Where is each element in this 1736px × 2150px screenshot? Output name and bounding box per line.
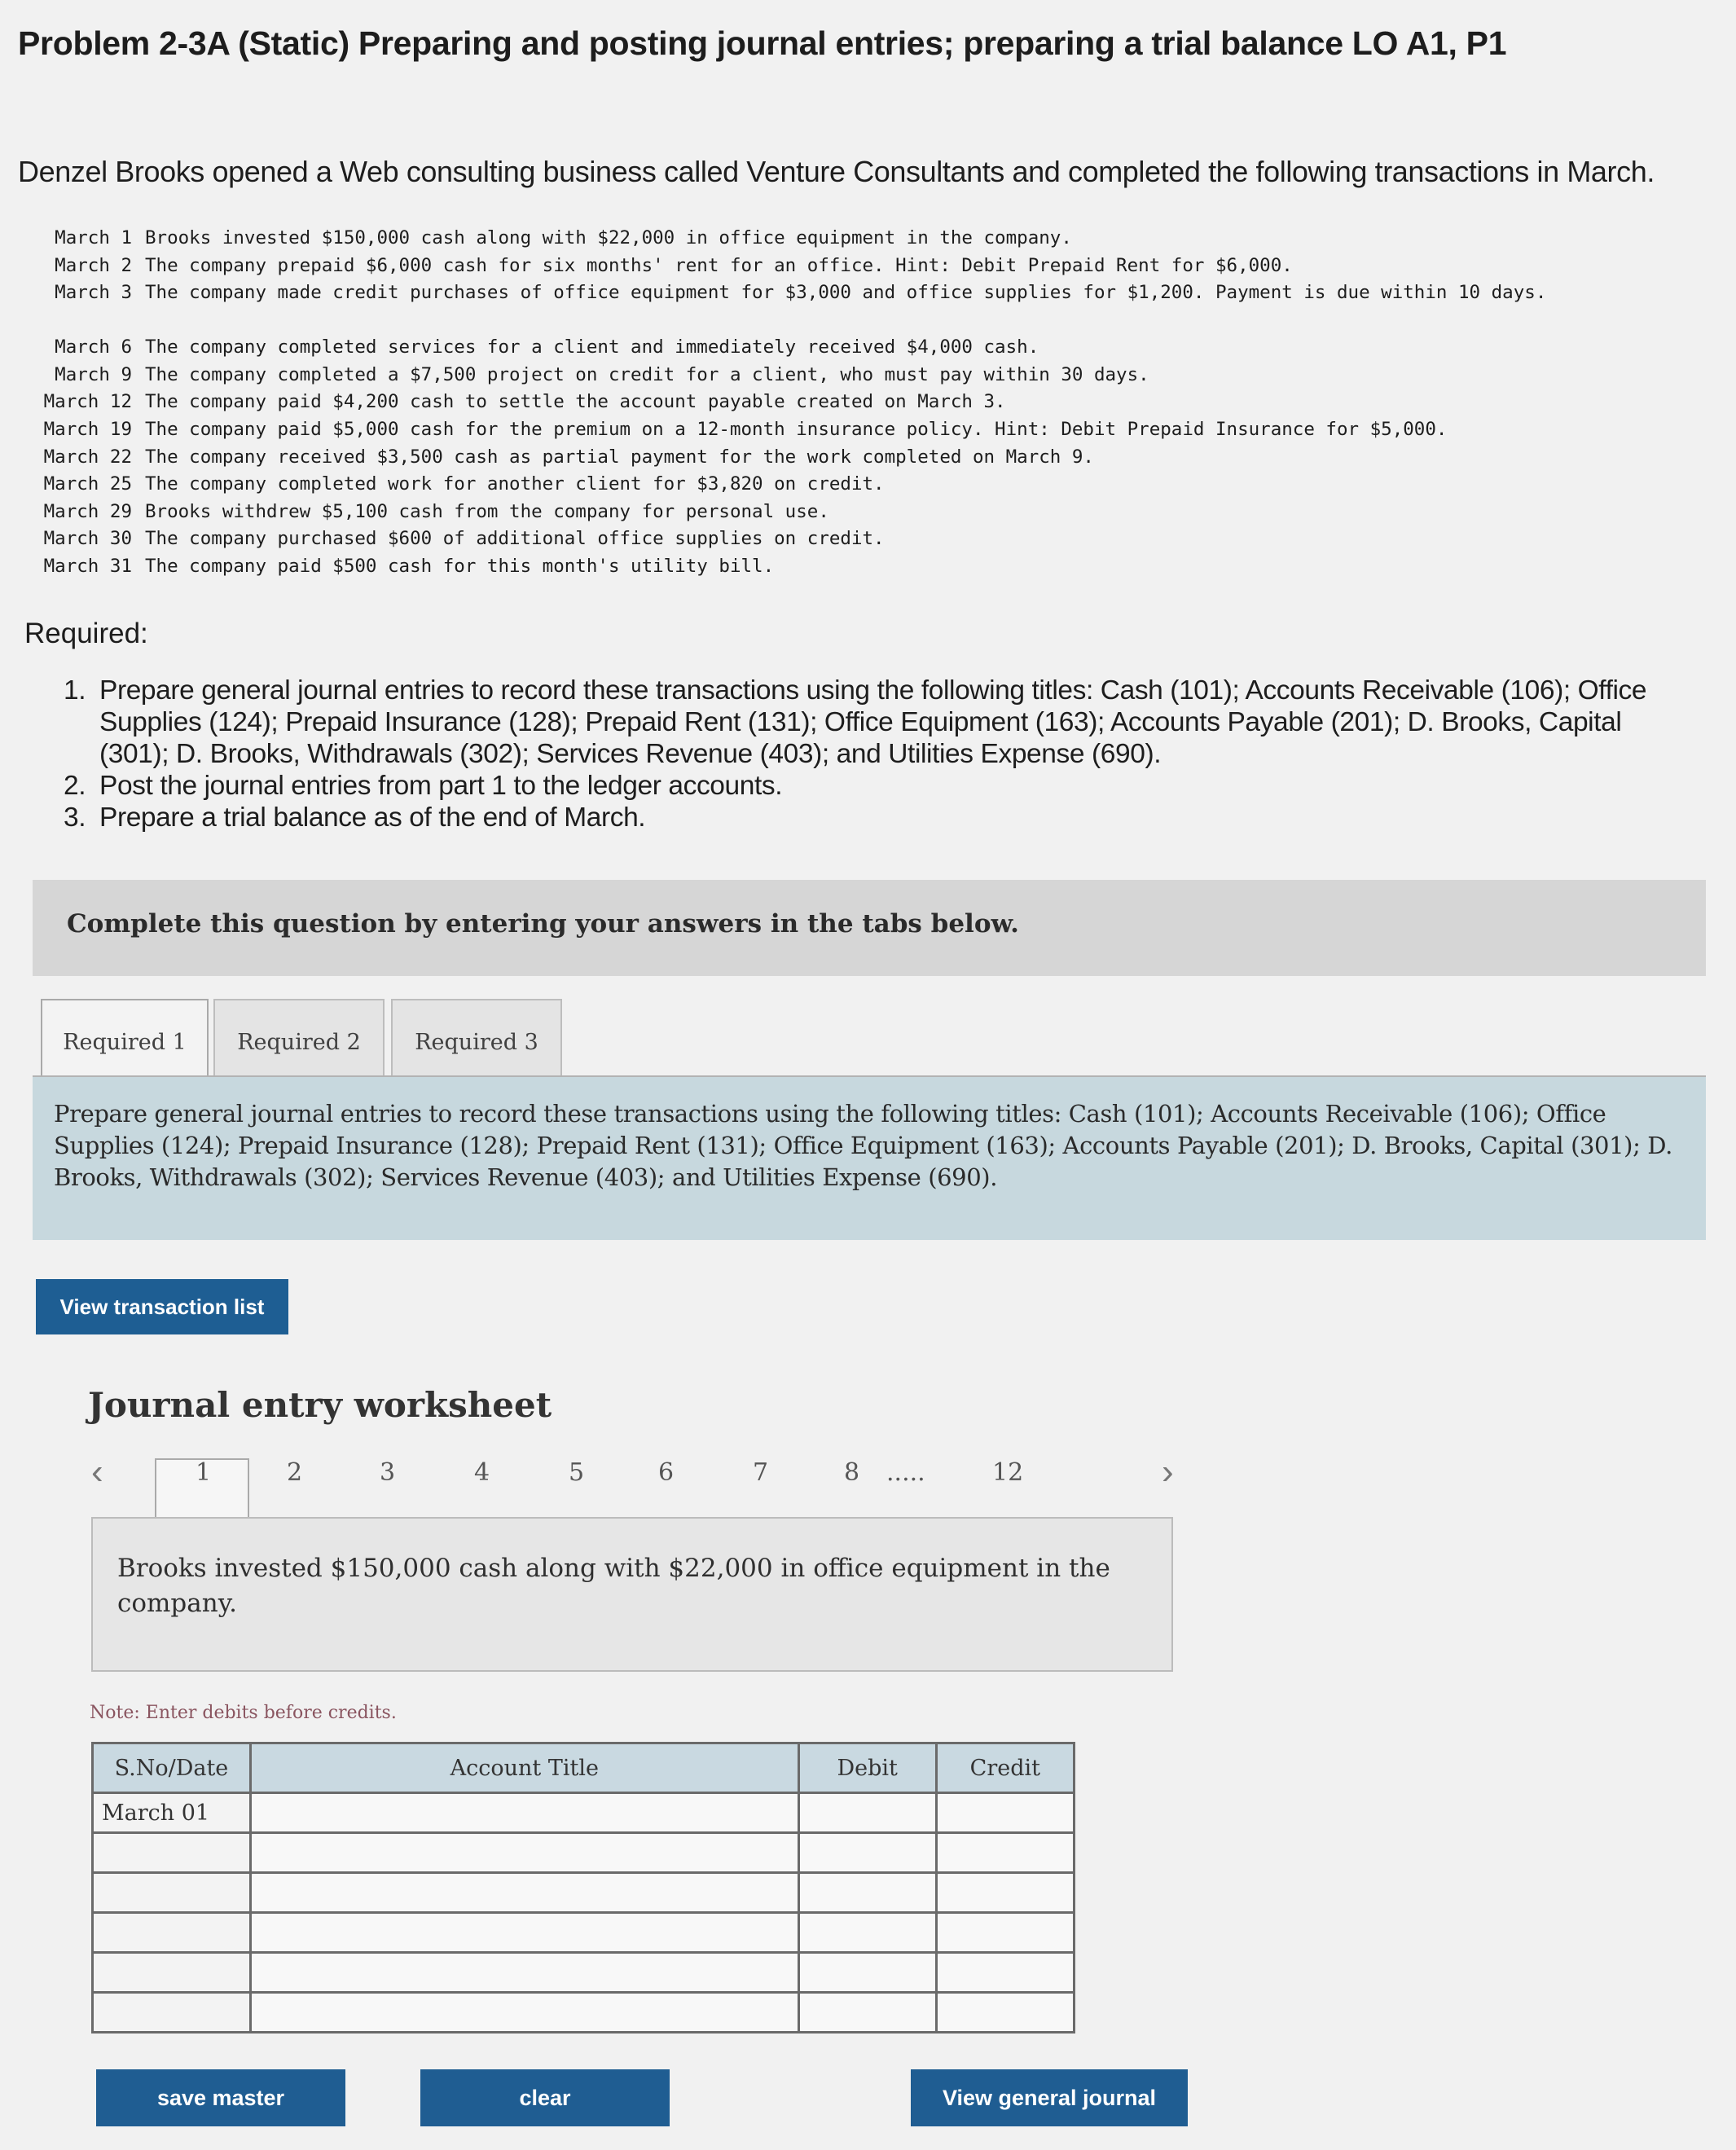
required-number: 3. — [64, 802, 86, 833]
transaction-date: March 22 — [43, 446, 132, 468]
transaction-date: March 12 — [43, 391, 132, 413]
required-item — [64, 675, 1693, 770]
worksheet-title: Journal entry worksheet — [88, 1385, 552, 1425]
page-5[interactable]: 5 — [569, 1458, 585, 1487]
banner-text: Complete this question by entering your answers in the tabs below. — [67, 909, 1019, 939]
table-row — [93, 1873, 1075, 1913]
table-row — [93, 1833, 1075, 1873]
note-text: Note: Enter debits before credits. — [90, 1703, 397, 1723]
credit-input[interactable] — [936, 1793, 1074, 1833]
transaction-text: The company completed services for a client and immediately received $4,000 cash. — [145, 336, 1039, 358]
transaction-date: March 2 — [55, 254, 132, 276]
transaction-text: The company purchased $600 of additional office supplies on credit. — [145, 528, 885, 550]
transaction-date: March 9 — [55, 363, 132, 385]
required-item — [64, 802, 1693, 833]
table-row — [93, 1953, 1075, 1993]
required-heading: Required: — [24, 618, 148, 649]
view-transaction-list-button[interactable]: View transaction list — [36, 1279, 288, 1334]
transaction-text: The company prepaid $6,000 cash for six months' rent for an office. Hint: Debit Prepaid Rent for $6,000. — [145, 254, 1293, 276]
credit-input[interactable] — [936, 1833, 1074, 1873]
save-button[interactable]: save master — [96, 2069, 345, 2126]
required-number: 2. — [64, 771, 86, 801]
page-12[interactable]: 12 — [992, 1458, 1024, 1487]
transaction-text: The company completed work for another client for $3,820 on credit. — [145, 473, 885, 495]
required-text: Post the journal entries from part 1 to the ledger accounts. — [99, 771, 783, 801]
grid-header-row — [93, 1743, 1075, 1793]
transaction-date: March 3 — [55, 282, 132, 304]
account-title-input[interactable] — [250, 1913, 798, 1953]
date-cell — [93, 1913, 251, 1953]
transaction-text: The company paid $4,200 cash to settle the account payable created on March 3. — [145, 391, 1006, 413]
date-cell — [93, 1873, 251, 1913]
credit-input[interactable] — [936, 1873, 1074, 1913]
required-number: 1. — [64, 675, 86, 706]
page-1[interactable]: 1 — [196, 1458, 212, 1487]
table-row — [93, 1793, 1075, 1833]
transaction-text: The company made credit purchases of office equipment for $3,000 and office supplies for $1,200. Payment is due within 10 days. — [145, 282, 1547, 304]
tab-required-3[interactable]: Required 3 — [391, 999, 562, 1077]
credit-input[interactable] — [936, 1913, 1074, 1953]
complete-banner — [33, 880, 1706, 976]
journal-entry-grid — [91, 1742, 1075, 2033]
transaction-date: March 31 — [43, 555, 132, 577]
debit-input[interactable] — [798, 1833, 936, 1873]
required-list — [64, 675, 1693, 833]
debit-input[interactable] — [798, 1913, 936, 1953]
credit-input[interactable] — [936, 1953, 1074, 1993]
page-7[interactable]: 7 — [753, 1458, 769, 1487]
transaction-text: The company completed a $7,500 project on credit for a client, who must pay within 30 days. — [145, 363, 1149, 385]
page-ellipsis: ..... — [886, 1458, 925, 1487]
debit-column-header: Debit — [798, 1743, 936, 1793]
table-row — [93, 1913, 1075, 1953]
account-title-input[interactable] — [250, 1993, 798, 2033]
transaction-date: March 19 — [43, 418, 132, 440]
date-cell: March 01 — [93, 1793, 251, 1833]
debit-input[interactable] — [798, 1993, 936, 2033]
tab-required-2[interactable]: Required 2 — [213, 999, 385, 1077]
date-cell — [93, 1993, 251, 2033]
table-row — [93, 1993, 1075, 2033]
credit-input[interactable] — [936, 1993, 1074, 2033]
credit-column-header: Credit — [936, 1743, 1074, 1793]
transaction-description-panel — [91, 1517, 1173, 1672]
instructions-text: Prepare general journal entries to record these transactions using the following titles: Cash (101); Accounts Receivable (106); Office Supplies (124); Prepaid Insurance (128); Prepaid Rent (131); Office Equipment (163); Accounts Payable (201); D. Brooks, Capital (301); D. Brooks, Withdrawals (302); Services Revenue (403); and Utilities Expense (690). — [54, 1100, 1672, 1191]
required-item — [64, 770, 1693, 802]
transaction-text: Brooks invested $150,000 cash along with $22,000 in office equipment in the company. — [145, 227, 1072, 248]
page-2[interactable]: 2 — [287, 1458, 303, 1487]
transaction-text: The company paid $5,000 cash for the premium on a 12-month insurance policy. Hint: Debit Prepaid Insurance for $5,000. — [145, 418, 1448, 440]
instructions-panel — [33, 1077, 1706, 1240]
date-cell — [93, 1953, 251, 1993]
date-column-header: S.No/Date — [93, 1743, 251, 1793]
debit-input[interactable] — [798, 1953, 936, 1993]
clear-button[interactable]: clear — [420, 2069, 670, 2126]
next-arrow-icon[interactable]: › — [1162, 1452, 1174, 1492]
account-title-input[interactable] — [250, 1833, 798, 1873]
page-3[interactable]: 3 — [380, 1458, 396, 1487]
transaction-date: March 25 — [43, 473, 132, 495]
transaction-date: March 6 — [55, 336, 132, 358]
transaction-text: The company received $3,500 cash as partial payment for the work completed on March 9. — [145, 446, 1094, 468]
debit-input[interactable] — [798, 1873, 936, 1913]
transaction-date: March 30 — [43, 528, 132, 550]
intro-text: Denzel Brooks opened a Web consulting business called Venture Consultants and completed the following transactions in March. — [18, 155, 1655, 188]
page-8[interactable]: 8 — [844, 1458, 860, 1487]
tab-required-1[interactable]: Required 1 — [41, 999, 209, 1080]
date-cell — [93, 1833, 251, 1873]
transaction-text: Brooks withdrew $5,100 cash from the company for personal use. — [145, 500, 829, 522]
account-title-input[interactable] — [250, 1953, 798, 1993]
required-text: Prepare general journal entries to record these transactions using the following titles: Cash (101); Accounts Receivable (106); Office Supplies (124); Prepaid Insurance (128); Prepaid Rent (131); Office Equipment (163); Accounts Payable (201); D. Brooks, Capital (301); D. Brooks, Withdrawals (302); Services Revenue (403); and Utilities Expense (690). — [99, 675, 1647, 769]
debit-input[interactable] — [798, 1793, 936, 1833]
page-4[interactable]: 4 — [474, 1458, 490, 1487]
required-text: Prepare a trial balance as of the end of March. — [99, 802, 646, 833]
account-title-input[interactable] — [250, 1873, 798, 1913]
transaction-date: March 1 — [55, 227, 132, 248]
account-title-input[interactable] — [250, 1793, 798, 1833]
transaction-date: March 29 — [43, 500, 132, 522]
page-6[interactable]: 6 — [658, 1458, 675, 1487]
problem-title: Problem 2-3A (Static) Preparing and posting journal entries; preparing a trial balance LO A1, P1 — [18, 24, 1507, 62]
account-column-header: Account Title — [250, 1743, 798, 1793]
view-general-journal-button[interactable]: View general journal — [911, 2069, 1188, 2126]
transaction-description: Brooks invested $150,000 cash along with $22,000 in office equipment in the company. — [117, 1554, 1110, 1618]
transaction-text: The company paid $500 cash for this month's utility bill. — [145, 555, 775, 577]
prev-arrow-icon[interactable]: ‹ — [91, 1452, 103, 1492]
